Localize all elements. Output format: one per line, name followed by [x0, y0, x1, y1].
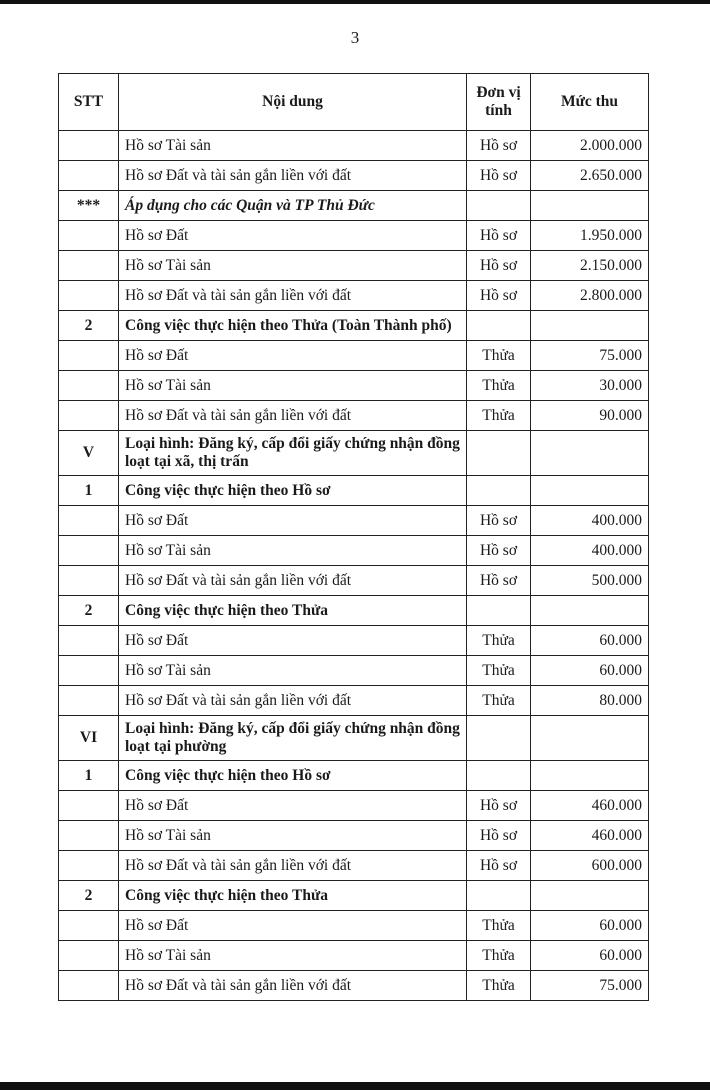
row-fee-cell [531, 881, 649, 911]
row-fee-cell: 1.950.000 [531, 221, 649, 251]
row-stt-cell [59, 161, 119, 191]
row-fee-cell: 2.800.000 [531, 281, 649, 311]
row-unit-cell [467, 716, 531, 761]
row-content-cell: Hồ sơ Đất và tài sản gắn liền với đất [119, 566, 467, 596]
row-stt-cell [59, 281, 119, 311]
row-content-cell: Hồ sơ Tài sản [119, 371, 467, 401]
table-row [59, 371, 649, 401]
row-fee-cell: 500.000 [531, 566, 649, 596]
row-fee-cell [531, 596, 649, 626]
table-row [59, 821, 649, 851]
row-content-cell: Loại hình: Đăng ký, cấp đổi giấy chứng nhận đồng loạt tại xã, thị trấn [119, 431, 467, 476]
row-content-cell: Hồ sơ Đất và tài sản gắn liền với đất [119, 971, 467, 1001]
row-fee-cell [531, 716, 649, 761]
header-content: Nội dung [119, 74, 467, 131]
row-stt-cell [59, 371, 119, 401]
row-unit-cell: Hồ sơ [467, 131, 531, 161]
row-unit-cell [467, 311, 531, 341]
row-content-cell: Hồ sơ Đất [119, 626, 467, 656]
row-stt-cell [59, 851, 119, 881]
row-unit-cell: Thửa [467, 371, 531, 401]
row-unit-cell: Thửa [467, 341, 531, 371]
row-fee-cell [531, 476, 649, 506]
row-unit-cell: Hồ sơ [467, 161, 531, 191]
row-fee-cell: 75.000 [531, 971, 649, 1001]
row-fee-cell [531, 311, 649, 341]
table-body [59, 131, 649, 1001]
page-number: 3 [350, 28, 360, 47]
row-content-cell: Hồ sơ Tài sản [119, 536, 467, 566]
row-unit-cell: Hồ sơ [467, 281, 531, 311]
row-stt-cell: *** [59, 191, 119, 221]
table-row [59, 221, 649, 251]
row-unit-cell: Thửa [467, 656, 531, 686]
row-content-cell: Công việc thực hiện theo Thửa (Toàn Thành phố) [119, 311, 467, 341]
row-fee-cell: 60.000 [531, 626, 649, 656]
table-row [59, 341, 649, 371]
row-stt-cell [59, 971, 119, 1001]
row-unit-cell: Thửa [467, 626, 531, 656]
row-fee-cell [531, 431, 649, 476]
table-row [59, 431, 649, 476]
row-stt-cell: 2 [59, 596, 119, 626]
row-content-cell: Hồ sơ Đất [119, 341, 467, 371]
row-stt-cell: 2 [59, 311, 119, 341]
row-stt-cell [59, 536, 119, 566]
header-unit: Đơn vị tính [467, 74, 531, 131]
row-content-cell: Công việc thực hiện theo Hồ sơ [119, 761, 467, 791]
row-fee-cell: 400.000 [531, 506, 649, 536]
row-fee-cell: 90.000 [531, 401, 649, 431]
table-row [59, 251, 649, 281]
table-row [59, 161, 649, 191]
row-content-cell: Hồ sơ Đất và tài sản gắn liền với đất [119, 161, 467, 191]
row-unit-cell: Hồ sơ [467, 251, 531, 281]
table-row [59, 881, 649, 911]
row-fee-cell [531, 191, 649, 221]
row-content-cell: Công việc thực hiện theo Thửa [119, 596, 467, 626]
scan-top-edge [0, 0, 710, 4]
row-fee-cell [531, 761, 649, 791]
row-fee-cell: 80.000 [531, 686, 649, 716]
table-row [59, 476, 649, 506]
row-content-cell: Áp dụng cho các Quận và TP Thủ Đức [119, 191, 467, 221]
row-unit-cell [467, 761, 531, 791]
table-row [59, 626, 649, 656]
row-content-cell: Hồ sơ Đất [119, 221, 467, 251]
table-row [59, 761, 649, 791]
table-header-row [59, 74, 649, 131]
row-unit-cell: Hồ sơ [467, 821, 531, 851]
row-stt-cell [59, 911, 119, 941]
table-row [59, 791, 649, 821]
table-row [59, 851, 649, 881]
row-unit-cell: Thửa [467, 911, 531, 941]
row-fee-cell: 400.000 [531, 536, 649, 566]
row-fee-cell: 2.650.000 [531, 161, 649, 191]
row-content-cell: Hồ sơ Tài sản [119, 821, 467, 851]
scan-bottom-edge [0, 1082, 710, 1090]
table-row [59, 131, 649, 161]
row-stt-cell [59, 566, 119, 596]
row-stt-cell [59, 821, 119, 851]
row-fee-cell: 60.000 [531, 911, 649, 941]
header-fee: Mức thu [531, 74, 649, 131]
table-row [59, 596, 649, 626]
row-unit-cell [467, 596, 531, 626]
row-stt-cell [59, 506, 119, 536]
row-stt-cell [59, 401, 119, 431]
row-content-cell: Hồ sơ Đất [119, 506, 467, 536]
row-content-cell: Hồ sơ Đất và tài sản gắn liền với đất [119, 686, 467, 716]
row-stt-cell [59, 656, 119, 686]
row-content-cell: Công việc thực hiện theo Hồ sơ [119, 476, 467, 506]
row-unit-cell [467, 881, 531, 911]
table-row [59, 281, 649, 311]
table-row [59, 536, 649, 566]
table-row [59, 686, 649, 716]
row-content-cell: Loại hình: Đăng ký, cấp đổi giấy chứng nhận đồng loạt tại phường [119, 716, 467, 761]
row-fee-cell: 2.000.000 [531, 131, 649, 161]
row-stt-cell [59, 941, 119, 971]
row-unit-cell: Thửa [467, 971, 531, 1001]
row-fee-cell: 460.000 [531, 791, 649, 821]
row-unit-cell: Hồ sơ [467, 221, 531, 251]
fee-table [58, 73, 649, 1001]
table-row [59, 566, 649, 596]
row-content-cell: Hồ sơ Tài sản [119, 941, 467, 971]
row-content-cell: Hồ sơ Đất và tài sản gắn liền với đất [119, 401, 467, 431]
row-unit-cell: Hồ sơ [467, 506, 531, 536]
row-stt-cell: 1 [59, 476, 119, 506]
row-content-cell: Hồ sơ Tài sản [119, 251, 467, 281]
row-stt-cell [59, 131, 119, 161]
row-fee-cell: 30.000 [531, 371, 649, 401]
table-row [59, 191, 649, 221]
row-stt-cell: VI [59, 716, 119, 761]
row-content-cell: Hồ sơ Tài sản [119, 656, 467, 686]
table-row [59, 506, 649, 536]
row-content-cell: Hồ sơ Đất và tài sản gắn liền với đất [119, 281, 467, 311]
row-stt-cell [59, 221, 119, 251]
row-unit-cell: Hồ sơ [467, 566, 531, 596]
table-row [59, 971, 649, 1001]
row-unit-cell: Thửa [467, 686, 531, 716]
row-unit-cell [467, 191, 531, 221]
row-stt-cell: 2 [59, 881, 119, 911]
row-content-cell: Hồ sơ Đất [119, 791, 467, 821]
row-fee-cell: 60.000 [531, 941, 649, 971]
row-unit-cell [467, 476, 531, 506]
row-fee-cell: 600.000 [531, 851, 649, 881]
table-row [59, 911, 649, 941]
table-row [59, 401, 649, 431]
row-unit-cell [467, 431, 531, 476]
row-stt-cell: 1 [59, 761, 119, 791]
row-stt-cell [59, 251, 119, 281]
row-content-cell: Hồ sơ Đất [119, 911, 467, 941]
row-stt-cell: V [59, 431, 119, 476]
row-content-cell: Hồ sơ Đất và tài sản gắn liền với đất [119, 851, 467, 881]
table-row [59, 716, 649, 761]
row-fee-cell: 2.150.000 [531, 251, 649, 281]
row-stt-cell [59, 791, 119, 821]
row-stt-cell [59, 626, 119, 656]
header-stt: STT [59, 74, 119, 131]
table-row [59, 941, 649, 971]
table-row [59, 311, 649, 341]
row-unit-cell: Hồ sơ [467, 536, 531, 566]
row-fee-cell: 60.000 [531, 656, 649, 686]
row-fee-cell: 460.000 [531, 821, 649, 851]
row-stt-cell [59, 686, 119, 716]
row-unit-cell: Hồ sơ [467, 851, 531, 881]
row-unit-cell: Hồ sơ [467, 791, 531, 821]
table-row [59, 656, 649, 686]
row-unit-cell: Thửa [467, 941, 531, 971]
row-content-cell: Công việc thực hiện theo Thửa [119, 881, 467, 911]
row-fee-cell: 75.000 [531, 341, 649, 371]
row-unit-cell: Thửa [467, 401, 531, 431]
row-stt-cell [59, 341, 119, 371]
row-content-cell: Hồ sơ Tài sản [119, 131, 467, 161]
